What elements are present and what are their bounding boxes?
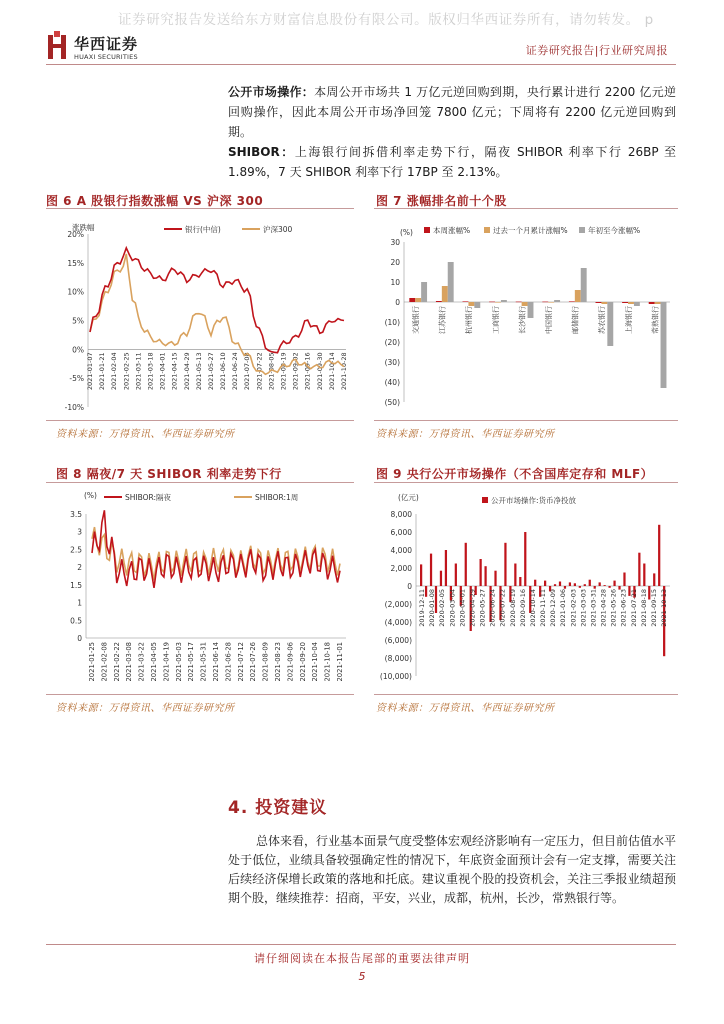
logo-chinese-name: 华西证券 <box>74 35 139 53</box>
x-tick-label: 2021-06-10 <box>219 352 228 391</box>
figure-8-title: 图 8 隔夜/7 天 SHIBOR 利率走势下行 <box>56 467 282 481</box>
y-axis-label: 涨跌幅 <box>72 223 95 232</box>
y-tick-label: (30) <box>384 358 400 367</box>
x-tick-label: 2021-02-08 <box>100 642 109 682</box>
bar <box>569 301 575 302</box>
page-number: 5 <box>358 970 366 983</box>
y-tick-label: (20) <box>384 338 400 347</box>
x-tick-label: 2020-09-16 <box>518 589 527 627</box>
bar <box>634 302 640 306</box>
section-title: 4. 投资建议 <box>228 798 328 818</box>
bar <box>653 573 655 586</box>
bar <box>589 580 591 586</box>
legend-label: SHIBOR:隔夜 <box>125 493 172 502</box>
x-tick-label: 2021-01-25 <box>88 642 96 682</box>
y-tick-label: (8,000) <box>384 654 412 663</box>
x-tick-label: 2021-05-31 <box>199 642 208 682</box>
bar <box>575 290 581 302</box>
x-tick-label: 2021-03-08 <box>125 642 134 682</box>
figure-6-title: 图 6 A 股银行指数涨幅 VS 沪深 300 <box>46 194 264 208</box>
legend-label: 银行(中信) <box>185 225 221 234</box>
legend-swatch <box>484 227 490 233</box>
x-tick-label: 2020-04-29 <box>468 589 477 627</box>
bar <box>574 583 576 586</box>
y-tick-label: 6,000 <box>390 528 412 537</box>
bar <box>661 302 667 388</box>
x-tick-label: 2021-03-11 <box>134 352 143 391</box>
bar <box>421 282 427 302</box>
bar <box>569 582 571 586</box>
bar <box>613 581 615 586</box>
legend-swatch <box>579 227 585 233</box>
bar <box>465 543 467 586</box>
figure-9-bottom-rule <box>374 694 678 695</box>
paragraph-label: SHIBOR： <box>228 145 295 159</box>
x-tick-label: 2021-02-25 <box>122 352 131 391</box>
figure-9-source: 资料来源：万得资讯、华西证券研究所 <box>376 703 555 714</box>
huaxi-logo-icon <box>46 31 68 61</box>
x-tick-label: 2021-06-23 <box>619 589 628 627</box>
x-tick-label: 苏农银行 <box>598 306 607 334</box>
footer-divider <box>46 944 676 945</box>
figure-9-title: 图 9 央行公开市场操作（不含国库定存和 MLF） <box>376 467 654 481</box>
bar <box>554 300 560 302</box>
y-tick-label: 0.5 <box>70 616 82 626</box>
x-tick-label: 2021-05-03 <box>174 642 183 682</box>
footer-legal-note: 请仔细阅读在本报告尾部的重要法律声明 <box>254 952 470 965</box>
y-tick-label: 8,000 <box>390 510 412 519</box>
x-tick-label: 2021-06-28 <box>224 642 233 682</box>
y-tick-label: 0 <box>407 582 412 591</box>
y-tick-label: 20 <box>390 258 400 267</box>
paragraph-text: 上海银行间拆借利率走势下行，隔夜 SHIBOR 利率下行 26BP 至 1.89%，7 天 SHIBOR 利率下行 17BP 至 2.13%。 <box>228 145 676 179</box>
y-tick-label: -5% <box>69 374 84 384</box>
x-tick-label: 2021-06-24 <box>231 352 240 391</box>
y-tick-label: 0 <box>395 298 400 307</box>
paragraph-open-market <box>228 82 676 142</box>
x-tick-label: 2021-05-26 <box>609 589 618 627</box>
bar <box>528 302 534 318</box>
x-tick-label: 2021-04-01 <box>158 352 167 391</box>
x-tick-label: 2021-09-02 <box>291 352 300 391</box>
y-tick-label: 4,000 <box>390 546 412 555</box>
x-tick-label: 2020-02-05 <box>438 589 447 627</box>
x-tick-label: 2021-07-21 <box>629 589 638 627</box>
y-tick-label: -10% <box>64 403 84 412</box>
bar <box>474 302 480 308</box>
x-tick-label: 2021-03-03 <box>579 589 588 627</box>
x-tick-label: 2021-04-28 <box>599 589 608 627</box>
x-tick-label: 2021-03-31 <box>589 589 598 627</box>
legend-label: 过去一个月累计涨幅% <box>493 226 568 235</box>
x-tick-label: 2020-11-11 <box>539 589 547 627</box>
bar <box>607 302 613 346</box>
x-tick-label: 2021-07-26 <box>249 642 258 682</box>
bar <box>522 302 528 306</box>
bar <box>655 302 661 304</box>
bar <box>519 577 521 586</box>
bar <box>440 571 442 586</box>
x-tick-label: 2021-10-14 <box>327 352 336 391</box>
bar <box>514 564 516 587</box>
y-tick-label: 0 <box>77 634 82 643</box>
x-tick-label: 2021-10-13 <box>660 589 668 627</box>
figure-8-chart <box>46 486 354 692</box>
y-tick-label: 20% <box>67 230 84 239</box>
x-tick-label: 2021-01-06 <box>559 589 568 627</box>
x-tick-label: 2021-09-06 <box>286 642 295 682</box>
x-tick-label: 2021-06-14 <box>212 642 220 682</box>
paragraph-text: 本周公开市场共 1 万亿元逆回购到期，央行累计进行 2200 亿元逆回购操作，因此本周公开市场净回笼 7800 亿元；下周将有 2200 亿元逆回购到期。 <box>228 85 676 139</box>
y-tick-label: 15% <box>67 258 84 268</box>
x-tick-label: 2021-05-27 <box>206 352 215 391</box>
y-tick-label: 0% <box>72 345 84 355</box>
x-tick-label: 2020-04-01 <box>458 589 467 627</box>
bar <box>564 586 566 589</box>
bar <box>649 302 655 304</box>
bar <box>489 302 495 303</box>
figure-6-source: 资料来源：万得资讯、华西证券研究所 <box>56 429 235 440</box>
x-tick-label: 2020-05-27 <box>478 589 487 627</box>
paragraph-label: 公开市场操作： <box>228 85 315 99</box>
bar <box>623 573 625 587</box>
x-tick-label: 2021-07-22 <box>255 352 264 391</box>
bar <box>542 302 548 303</box>
x-tick-label: 2021-08-09 <box>261 642 270 682</box>
x-tick-label: 2021-08-05 <box>267 352 276 391</box>
bar <box>442 286 448 302</box>
y-tick-label: (10) <box>384 318 400 327</box>
x-tick-label: 2021-03-18 <box>146 352 155 391</box>
bar <box>608 586 610 588</box>
figure-7-title-rule <box>374 208 678 209</box>
x-tick-label: 2021-09-20 <box>298 642 307 682</box>
legend-label: 沪深300 <box>263 225 293 234</box>
header-divider <box>46 64 676 65</box>
figure-8-bottom-rule <box>46 694 354 695</box>
figure-6-chart <box>46 212 354 417</box>
x-tick-label: 2021-04-05 <box>150 642 158 682</box>
figure-6-bottom-rule <box>46 420 354 421</box>
x-tick-label: 2021-01-07 <box>86 352 94 391</box>
figure-9-chart <box>374 486 678 692</box>
bar <box>658 525 660 586</box>
x-tick-label: 2020-12-09 <box>549 589 558 627</box>
x-tick-label: 2021-05-17 <box>187 642 196 682</box>
y-tick-label: 2.5 <box>70 545 82 555</box>
bar <box>495 302 501 303</box>
x-tick-label: 江苏银行 <box>438 306 447 334</box>
legend-swatch <box>482 497 488 503</box>
bar <box>463 301 469 302</box>
x-tick-label: 2020-03-04 <box>448 589 457 627</box>
x-tick-label: 交通银行 <box>411 306 420 334</box>
bar <box>516 302 522 303</box>
x-tick-label: 2021-10-28 <box>340 352 348 391</box>
figure-6-title-rule <box>46 208 354 209</box>
bar <box>494 571 496 586</box>
series-line <box>92 510 340 588</box>
report-type: 证券研究报告|行业研究周报 <box>525 44 668 57</box>
figure-7-title: 图 7 涨幅排名前十个股 <box>376 194 507 208</box>
section-text: 总体来看，行业基本面景气度受整体宏观经济影响有一定压力，但目前估值水平处于低位，业绩具备较强确定性的情况下，年底资金面预计会有一定支撑，需要关注后续经济保增长政策的落地和托底。建议重视个股的投资机会，关注三季报业绩超预期个股，继续推荐：招商，平安，兴业，成都，杭州，长沙，常熟银行等。 <box>228 834 677 905</box>
bar <box>544 581 546 586</box>
bar <box>622 302 628 303</box>
x-tick-label: 中国银行 <box>544 306 553 334</box>
section-body <box>228 832 676 908</box>
bar <box>579 586 581 588</box>
y-tick-label: (4,000) <box>384 618 412 627</box>
x-tick-label: 2021-04-19 <box>162 642 171 682</box>
bar <box>559 582 561 587</box>
x-tick-label: 2021-07-12 <box>236 642 245 682</box>
y-tick-label: (40) <box>384 378 400 387</box>
x-tick-label: 2020-07-22 <box>498 589 507 627</box>
y-axis-label: (%) <box>400 228 413 237</box>
bar <box>581 268 587 302</box>
y-tick-label: 1.5 <box>70 580 82 590</box>
y-tick-label: 10% <box>67 287 84 297</box>
bar <box>604 585 606 586</box>
figure-8-title-rule <box>46 482 354 483</box>
x-tick-label: 邮储银行 <box>571 306 580 334</box>
bar <box>445 550 447 586</box>
bar <box>638 553 640 586</box>
x-tick-label: 2021-09-16 <box>303 352 312 391</box>
y-tick-label: 10 <box>390 278 400 287</box>
figure-7-source: 资料来源：万得资讯、华西证券研究所 <box>376 429 555 440</box>
x-tick-label: 2021-04-29 <box>182 352 191 391</box>
bar <box>643 564 645 587</box>
y-tick-label: 5% <box>72 316 84 326</box>
x-tick-label: 2021-08-18 <box>639 589 648 627</box>
bar <box>448 262 454 302</box>
bar <box>420 564 422 586</box>
y-tick-label: (6,000) <box>384 636 412 645</box>
x-tick-label: 2020-06-24 <box>488 589 497 627</box>
y-tick-label: 1 <box>77 598 82 608</box>
y-tick-label: (2,000) <box>384 600 412 609</box>
bar <box>594 586 596 589</box>
y-tick-label: 30 <box>390 238 400 247</box>
watermark-text: 证券研究报告发送给东方财富信息股份有限公司。版权归华西证券所有，请勿转发。 p <box>118 12 654 28</box>
x-tick-label: 工商银行 <box>491 306 500 334</box>
y-tick-label: 3.5 <box>70 510 82 519</box>
paragraph-shibor <box>228 142 676 182</box>
x-tick-label: 常熟银行 <box>651 306 660 334</box>
x-tick-label: 2021-09-15 <box>649 589 658 627</box>
x-tick-label: 2021-03-22 <box>137 642 146 682</box>
bar <box>415 298 421 302</box>
x-tick-label: 2021-10-18 <box>323 642 332 682</box>
bar <box>601 302 607 304</box>
x-tick-label: 2021-02-04 <box>110 352 119 391</box>
bar <box>548 302 554 303</box>
x-tick-label: 2020-01-08 <box>428 589 437 627</box>
x-tick-label: 2021-07-08 <box>243 352 252 391</box>
x-tick-label: 2020-10-14 <box>528 589 537 627</box>
y-axis-label: (%) <box>84 491 97 500</box>
legend-label: 本周涨幅% <box>433 226 471 235</box>
bar <box>534 580 536 586</box>
figure-7-chart <box>374 212 678 417</box>
bar <box>430 554 432 586</box>
bar <box>501 300 507 302</box>
x-tick-label: 长沙银行 <box>518 306 527 334</box>
x-tick-label: 2021-04-15 <box>170 352 179 391</box>
legend-label: 年初至今涨幅% <box>588 226 641 235</box>
y-tick-label: 2 <box>77 563 82 573</box>
figure-8-source: 资料来源：万得资讯、华西证券研究所 <box>56 703 235 714</box>
bar <box>596 302 602 303</box>
logo-english-name: HUAXI SECURITIES <box>74 53 138 61</box>
bar <box>409 298 415 302</box>
bar <box>599 582 601 586</box>
x-tick-label: 2021-09-30 <box>315 352 324 391</box>
x-tick-label: 2021-02-03 <box>569 589 578 627</box>
x-tick-label: 2021-08-23 <box>274 642 282 682</box>
bar <box>504 543 506 586</box>
x-tick-label: 2021-08-19 <box>279 352 288 391</box>
bar <box>628 302 634 304</box>
x-tick-label: 2021-01-21 <box>98 352 107 391</box>
x-tick-label: 2021-10-04 <box>311 642 320 682</box>
x-tick-label: 2020-08-19 <box>508 589 517 627</box>
x-tick-label: 2019-12-11 <box>418 589 426 627</box>
x-tick-label: 2021-02-22 <box>112 642 121 682</box>
x-tick-label: 上海银行 <box>624 306 633 334</box>
legend-label: SHIBOR:1周 <box>255 493 299 502</box>
y-tick-label: (50) <box>384 398 400 407</box>
logo <box>46 31 186 65</box>
y-tick-label: 3 <box>77 527 82 537</box>
bar <box>584 584 586 586</box>
x-tick-label: 2021-05-13 <box>194 352 203 391</box>
y-tick-label: 2,000 <box>390 564 412 573</box>
figure-7-bottom-rule <box>374 420 678 421</box>
bar <box>436 301 442 302</box>
y-axis-label: (亿元) <box>398 493 419 502</box>
x-tick-label: 2021-11-01 <box>336 642 344 682</box>
bar <box>455 564 457 587</box>
legend-swatch <box>424 227 430 233</box>
bar <box>484 566 486 586</box>
figure-9-title-rule <box>374 482 678 483</box>
bar <box>480 559 482 586</box>
bar <box>468 302 474 306</box>
y-tick-label: (10,000) <box>379 672 412 681</box>
x-tick-label: 杭州银行 <box>465 306 474 334</box>
legend-label: 公开市场操作:货币净投放 <box>491 496 577 505</box>
bar <box>554 584 556 586</box>
bar <box>524 532 526 586</box>
